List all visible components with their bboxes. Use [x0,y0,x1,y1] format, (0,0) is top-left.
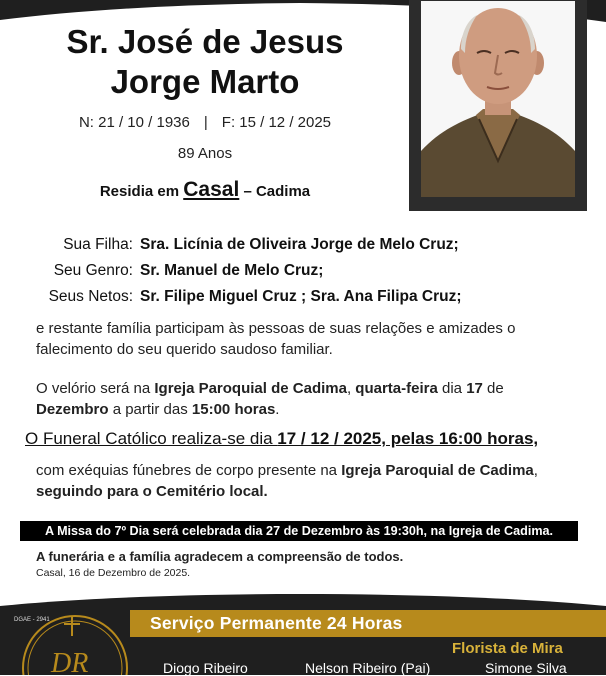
portrait-photo [421,1,575,197]
life-dates [10,114,400,131]
florist-name: Florista de Mira [452,640,563,657]
deceased-name [10,22,400,102]
burial-cemetery: seguindo para o Cemitério local. [36,483,268,500]
wake-paragraph [36,378,576,420]
burial-text: , [533,462,538,479]
staff-name: Simone Silva [485,660,567,676]
announcement-text: e restante família participam às pessoas de suas relações e amizades o falecimento do seu querido saudoso familiar. [36,320,516,358]
funeral-text: O Funeral Católico realiza-se dia [25,429,278,448]
license-number: DGAE - 2941 [14,617,50,623]
thanks-text: A funerária e a família agradecem a compreensão de todos. [36,549,404,564]
wake-text: O velório será na [36,380,155,397]
family-relation: Sua Filha: [63,236,133,253]
staff-name: Nelson Ribeiro (Pai) [305,660,431,676]
burial-church: Igreja Paroquial de Cadima [341,462,534,479]
family-relation: Seus Netos: [48,288,133,305]
date-separator: | [203,114,208,131]
staff-name: Diogo Ribeiro [163,660,248,676]
service-banner-text: Serviço Permanente 24 Horas [150,613,403,633]
wake-text: . [275,401,280,418]
place-date: Casal, 16 de Dezembro de 2025. [36,567,191,579]
death-date: F: 15 / 12 / 2025 [221,114,332,131]
residence-prefix: Residia em [99,183,180,200]
age: 89 Anos [177,145,233,162]
wake-weekday: quarta-feira [355,380,438,397]
wake-time: 15:00 horas [191,401,276,418]
burial-paragraph [36,460,576,502]
family-names: Sr. Filipe Miguel Cruz ; Sra. Ana Filipa Cruz; [140,288,462,305]
residence [10,178,400,202]
birth-date: N: 21 / 10 / 1936 [78,114,190,131]
burial-text: com exéquias fúnebres de corpo presente na [36,462,342,479]
wake-text: dia [437,380,467,397]
mass-announcement: A Missa do 7º Dia será celebrada dia 27 de Dezembro às 19:30h, na Igreja de Cadima. [20,521,578,541]
funeral-datetime: 17 / 12 / 2025, pelas 16:00 horas, [277,429,539,448]
portrait-frame [409,0,587,211]
family-names: Sra. Licínia de Oliveira Jorge de Melo Cruz; [140,236,459,253]
logo-monogram: DR [51,648,89,675]
wake-month: Dezembro [36,401,109,418]
wake-text: , [346,380,356,397]
funeral-line [25,429,581,449]
portrait-illustration [421,1,575,197]
family-names: Sr. Manuel de Melo Cruz; [140,262,324,279]
wake-church: Igreja Paroquial de Cadima [154,380,347,397]
deceased-name-line1: Sr. José de Jesus [66,23,344,60]
deceased-name-line2: Jorge Marto [110,63,300,100]
residence-suffix: – Cadima [243,183,311,200]
wake-text: a partir das [108,401,192,418]
residence-place: Casal [183,178,240,201]
wake-text: de [482,380,504,397]
wake-day: 17 [466,380,483,397]
family-relation: Seu Genro: [53,262,133,279]
